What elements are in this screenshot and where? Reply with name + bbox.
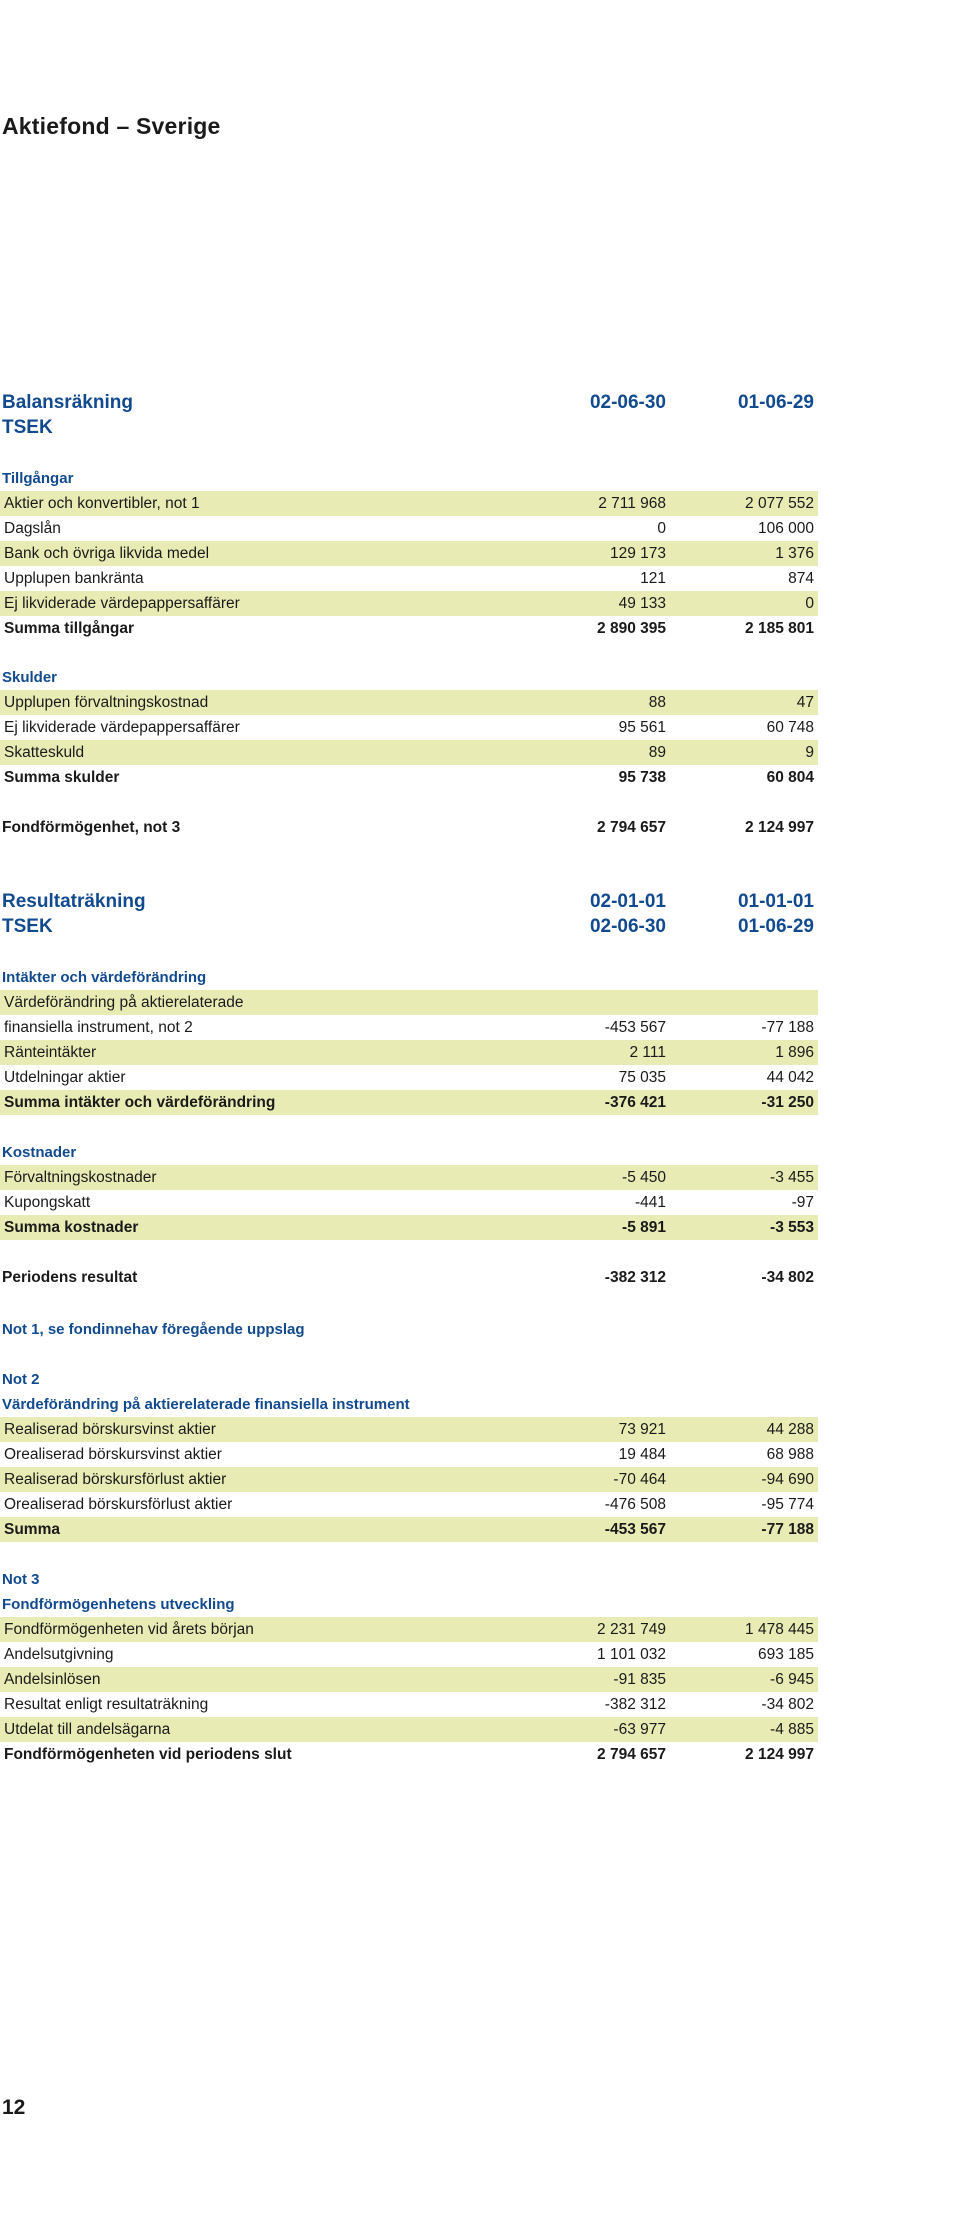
balance-col1-header: 02-06-30 [589, 392, 666, 413]
page-number: 12 [2, 2096, 26, 2119]
income-col2-header-from: 01-01-01 [737, 891, 814, 912]
row-value-col1: 49 133 [618, 595, 666, 612]
table-row-total [0, 765, 818, 790]
row-value-col2: -94 690 [761, 1471, 814, 1488]
row-value-col2: 2 077 552 [745, 495, 814, 512]
balance-sheet-title: Balansräkning [2, 392, 133, 413]
table-row [0, 740, 818, 765]
table-row [0, 990, 818, 1015]
income-col1-header-from: 02-01-01 [589, 891, 666, 912]
row-value-col2: 0 [805, 595, 814, 612]
row-value-col2: 9 [805, 744, 814, 761]
row-value-col1: -453 567 [604, 1521, 666, 1538]
table-row [0, 715, 818, 740]
row-label: Realiserad börskursförlust aktier [4, 1471, 227, 1488]
row-value-col1: -382 312 [604, 1269, 666, 1286]
section-heading-skulder: Skulder [2, 669, 58, 686]
row-value-col2: -31 250 [761, 1094, 814, 1111]
income-statement [0, 891, 818, 1290]
table-row [0, 1492, 818, 1517]
row-label: Ej likviderade värdepappersaffärer [4, 719, 240, 736]
balance-col2-header: 01-06-29 [737, 392, 814, 413]
row-value-col1: -382 312 [604, 1696, 666, 1713]
table-row [0, 1065, 818, 1090]
table-row [0, 1717, 818, 1742]
income-statement-unit-row [0, 916, 818, 941]
section-heading-intakter: Intäkter och värdeförändring [2, 969, 207, 986]
row-label: Summa intäkter och värdeförändring [4, 1094, 276, 1111]
table-row [0, 591, 818, 616]
section-heading-tillgangar: Tillgångar [2, 470, 74, 487]
table-row [0, 1015, 818, 1040]
row-value-col1: -376 421 [604, 1094, 666, 1111]
row-label: Realiserad börskursvinst aktier [4, 1421, 216, 1438]
row-value-col2: 1 376 [775, 545, 814, 562]
row-label: Utdelningar aktier [4, 1069, 126, 1086]
row-value-col1: 129 173 [609, 545, 666, 562]
table-row [0, 1642, 818, 1667]
row-label: Summa skulder [4, 769, 120, 786]
row-value-col1: 121 [640, 570, 666, 587]
row-value-col2: -77 188 [761, 1019, 814, 1036]
table-row [0, 1442, 818, 1467]
row-value-col1: -5 891 [622, 1219, 666, 1236]
row-value-col1: 1 101 032 [597, 1646, 666, 1663]
row-value-col1: -70 464 [613, 1471, 666, 1488]
row-value-col2: 1 478 445 [745, 1621, 814, 1638]
table-row [0, 516, 818, 541]
row-value-col2: 2 124 997 [745, 819, 814, 836]
row-label: Dagslån [4, 520, 61, 537]
table-row-total [0, 815, 818, 840]
row-value-col1: 88 [648, 694, 666, 711]
row-label: Fondförmögenhet, not 3 [2, 819, 181, 836]
row-label: Andelsutgivning [4, 1646, 114, 1663]
row-value-col2: -97 [791, 1194, 814, 1211]
table-row [0, 491, 818, 516]
table-row [0, 1667, 818, 1692]
row-value-col2: 44 288 [766, 1421, 814, 1438]
balance-sheet-unit: TSEK [2, 417, 53, 438]
row-value-col2: -34 802 [761, 1696, 814, 1713]
row-value-col1: -441 [634, 1194, 666, 1211]
income-statement-unit: TSEK [2, 916, 53, 937]
row-value-col2: -77 188 [761, 1521, 814, 1538]
row-value-col2: 60 748 [766, 719, 814, 736]
row-label: Värdeförändring på aktierelaterade [4, 994, 244, 1011]
row-value-col2: 2 185 801 [745, 620, 814, 637]
row-label: Periodens resultat [2, 1269, 138, 1286]
row-value-col2: 47 [796, 694, 814, 711]
row-value-col1: 2 890 395 [597, 620, 666, 637]
income-statement-header [0, 891, 818, 916]
row-label: Bank och övriga likvida medel [4, 545, 210, 562]
row-label: finansiella instrument, not 2 [4, 1019, 193, 1036]
table-row [0, 1040, 818, 1065]
table-row-total [0, 1265, 818, 1290]
row-value-col1: -91 835 [613, 1671, 666, 1688]
row-label: Upplupen förvaltningskostnad [4, 694, 209, 711]
row-label: Summa kostnader [4, 1219, 139, 1236]
note-2-subheading: Värdeförändring på aktierelaterade finansiella instrument [2, 1396, 410, 1413]
table-row [0, 1190, 818, 1215]
note-1-text: Not 1, se fondinnehav föregående uppslag [2, 1321, 305, 1338]
note-2-heading: Not 2 [2, 1371, 40, 1388]
row-value-col1: 0 [657, 520, 666, 537]
row-value-col2: -3 455 [770, 1169, 814, 1186]
table-row [0, 541, 818, 566]
table-row-total [0, 1517, 818, 1542]
row-value-col1: 2 111 [629, 1044, 666, 1061]
row-value-col1: 73 921 [618, 1421, 666, 1438]
income-col2-header-to: 01-06-29 [737, 916, 814, 937]
balance-sheet-header [0, 392, 818, 417]
row-value-col2: 106 000 [757, 520, 814, 537]
table-row [0, 690, 818, 715]
row-label: Ej likviderade värdepappersaffärer [4, 595, 240, 612]
row-label: Aktier och konvertibler, not 1 [4, 495, 200, 512]
row-value-col1: -63 977 [613, 1721, 666, 1738]
row-label: Förvaltningskostnader [4, 1169, 157, 1186]
row-value-col2: -4 885 [770, 1721, 814, 1738]
row-value-col1: 75 035 [618, 1069, 666, 1086]
note-3-heading: Not 3 [2, 1571, 40, 1588]
table-row [0, 1692, 818, 1717]
row-label: Andelsinlösen [4, 1671, 101, 1688]
row-value-col2: -95 774 [761, 1496, 814, 1513]
row-value-col2: -3 553 [770, 1219, 814, 1236]
balance-sheet [0, 392, 818, 840]
row-value-col2: 2 124 997 [745, 1746, 814, 1763]
row-value-col2: 693 185 [757, 1646, 814, 1663]
income-col1-header-to: 02-06-30 [589, 916, 666, 937]
row-value-col1: 95 738 [618, 769, 666, 786]
row-value-col1: -476 508 [604, 1496, 666, 1513]
balance-sheet-unit-row [0, 417, 818, 442]
row-value-col2: 1 896 [775, 1044, 814, 1061]
row-label: Skatteskuld [4, 744, 85, 761]
table-row [0, 1417, 818, 1442]
row-value-col2: 60 804 [766, 769, 814, 786]
row-value-col1: 2 231 749 [597, 1621, 666, 1638]
notes [0, 1317, 818, 1767]
row-label: Ränteintäkter [4, 1044, 97, 1061]
row-label: Orealiserad börskursförlust aktier [4, 1496, 233, 1513]
row-value-col1: -453 567 [604, 1019, 666, 1036]
row-value-col1: 89 [648, 744, 666, 761]
table-row-total [0, 616, 818, 641]
row-label: Utdelat till andelsägarna [4, 1721, 171, 1738]
income-statement-title: Resultaträkning [2, 891, 146, 912]
row-label: Fondförmögenheten vid årets början [4, 1621, 254, 1638]
row-label: Fondförmögenheten vid periodens slut [4, 1746, 292, 1763]
table-row-total [0, 1742, 818, 1767]
row-value-col1: 95 561 [618, 719, 666, 736]
table-row [0, 1165, 818, 1190]
row-value-col2: -6 945 [770, 1671, 814, 1688]
page-title: Aktiefond – Sverige [2, 113, 221, 139]
table-row-total [0, 1090, 818, 1115]
table-row [0, 1467, 818, 1492]
table-row-total [0, 1215, 818, 1240]
section-heading-kostnader: Kostnader [2, 1144, 77, 1161]
row-label: Summa [4, 1521, 60, 1538]
row-value-col2: 68 988 [766, 1446, 814, 1463]
row-value-col1: 19 484 [618, 1446, 666, 1463]
row-label: Summa tillgångar [4, 620, 135, 637]
note-3-subheading: Fondförmögenhetens utveckling [2, 1596, 235, 1613]
row-label: Kupongskatt [4, 1194, 91, 1211]
row-value-col2: -34 802 [761, 1269, 814, 1286]
row-value-col1: 2 794 657 [597, 1746, 666, 1763]
row-value-col1: 2 711 968 [598, 495, 666, 512]
row-value-col2: 44 042 [766, 1069, 814, 1086]
row-label: Resultat enligt resultaträkning [4, 1696, 209, 1713]
row-value-col1: -5 450 [622, 1169, 666, 1186]
table-row [0, 566, 818, 591]
row-label: Upplupen bankränta [4, 570, 144, 587]
table-row [0, 1617, 818, 1642]
row-value-col2: 874 [788, 570, 814, 587]
row-value-col1: 2 794 657 [597, 819, 666, 836]
row-label: Orealiserad börskursvinst aktier [4, 1446, 222, 1463]
